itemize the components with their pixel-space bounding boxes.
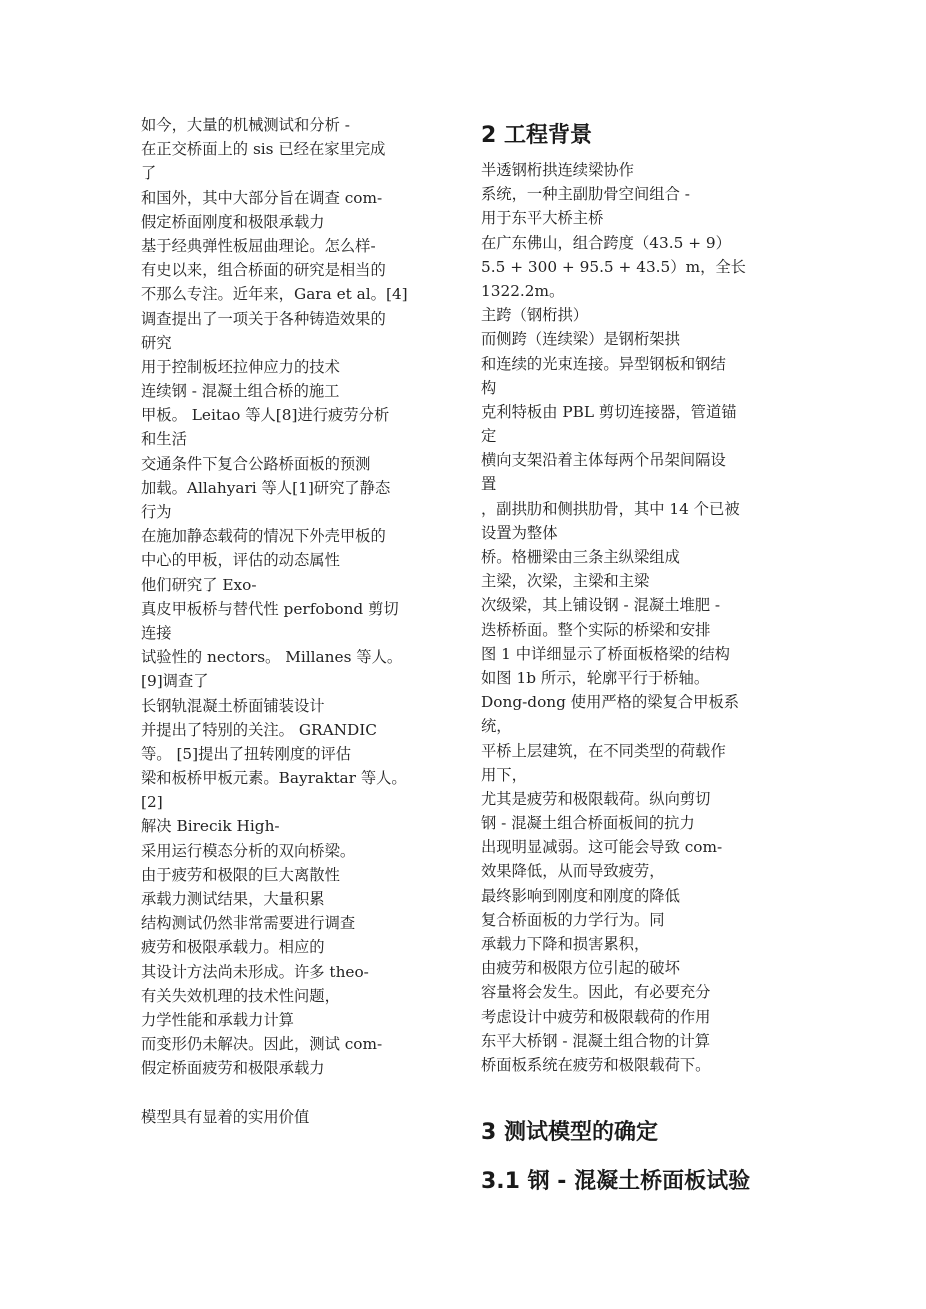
paragraph-gap <box>141 1081 456 1105</box>
text-line: 最终影响到刚度和刚度的降低 <box>481 886 680 905</box>
text-line: 疲劳和极限承载力。相应的 <box>141 938 325 957</box>
text-line: 解决 Birecik High- <box>141 817 280 836</box>
text-line: [2] <box>141 793 163 812</box>
text-line: 钢 - 混凝土组合桥面板间的抗力 <box>481 814 695 833</box>
text-line: 假定桥面疲劳和极限承载力 <box>141 1059 325 1078</box>
text-line: 东平大桥钢 - 混凝土组合物的计算 <box>481 1031 711 1050</box>
text-line: 承载力测试结果，大量积累 <box>141 890 325 908</box>
text-line: 定 <box>481 427 497 446</box>
text-line: 由于疲劳和极限的巨大离散性 <box>141 865 340 884</box>
text-line: 有史以来，组合桥面的研究是相当的 <box>141 261 386 280</box>
text-line: 系统，一种主副肋骨空间组合 - <box>481 185 690 204</box>
text-line: 主梁，次梁，主梁和主梁 <box>481 572 650 591</box>
text-line: 平桥上层建筑，在不同类型的荷载作 <box>481 741 726 760</box>
text-line: 和国外，其中大部分旨在调查 com- <box>141 188 383 207</box>
text-line: 他们研究了 Exo- <box>141 575 257 594</box>
text-line: 连接 <box>141 623 172 642</box>
text-line: 效果降低，从而导致疲劳， <box>481 862 665 881</box>
text-line: 连续钢 - 混凝土组合桥的施工 <box>141 382 340 401</box>
text-line: 构 <box>481 378 497 397</box>
text-line: 加载。Allahyari 等人[1]研究了静态 <box>141 478 391 497</box>
text-line: 而变形仍未解决。因此，测试 com- <box>141 1035 383 1054</box>
section-3-heading: 3 测试模型的确定 <box>481 1120 658 1145</box>
text-line: 模型具有显着的实用价值 <box>141 1107 310 1126</box>
text-line: 梁和板桥甲板元素。Bayraktar 等人。 <box>141 769 407 788</box>
text-line: 置 <box>481 475 497 494</box>
text-line: 尤其是疲劳和极限载荷。纵向剪切 <box>481 789 711 808</box>
text-line: 调查提出了一项关于各种铸造效果的 <box>141 309 386 328</box>
text-line: 迭桥桥面。整个实际的桥梁和安排 <box>481 620 711 639</box>
left-text-column <box>141 113 456 1129</box>
text-line: 复合桥面板的力学行为。同 <box>481 910 665 929</box>
text-line: 出现明显减弱。这可能会导致 com- <box>481 838 723 857</box>
text-line: 了 <box>141 164 157 183</box>
text-line: 承载力下降和损害累积， <box>481 935 650 953</box>
text-line: 如图 1b 所示，轮廓平行于桥轴。 <box>481 668 710 687</box>
text-line: 试验性的 nectors。 Millanes 等人。 <box>141 648 403 667</box>
text-line: 在广东佛山，组合跨度（43.5 + 9） <box>481 233 731 252</box>
text-line: 1322.2m。 <box>481 281 565 300</box>
text-line: 长钢轨混凝土桥面铺装设计 <box>141 696 325 715</box>
text-line: 克利特板由 PBL 剪切连接器，管道锚 <box>481 402 737 421</box>
section-2-heading: 2 工程背景 <box>481 123 592 148</box>
text-line: 和生活 <box>141 430 187 449</box>
text-line: 如今，大量的机械测试和分析 - <box>141 116 350 134</box>
text-line: 力学性能和承载力计算 <box>141 1010 294 1029</box>
text-line: 结构测试仍然非常需要进行调查 <box>141 914 356 933</box>
text-line: 图 1 中详细显示了桥面板格梁的结构 <box>481 644 730 663</box>
text-line: 用于控制板坯拉伸应力的技术 <box>141 357 340 376</box>
text-line: 中心的甲板，评估的动态属性 <box>141 551 340 570</box>
text-line: 等。 [5]提出了扭转刚度的评估 <box>141 744 352 763</box>
text-line: 用下， <box>481 765 527 784</box>
text-line: 横向支架沿着主体每两个吊架间隔设 <box>481 451 726 470</box>
text-line: Dong-dong 使用严格的梁复合甲板系 <box>481 693 740 712</box>
text-line: 次级梁，其上铺设钢 - 混凝土堆肥 - <box>481 596 721 615</box>
text-line: 由疲劳和极限方位引起的破坏 <box>481 959 680 978</box>
text-line: 甲板。 Leitao 等人[8]进行疲劳分析 <box>141 406 390 425</box>
right-text-column <box>481 120 793 1077</box>
text-line: 在施加静态载荷的情况下外壳甲板的 <box>141 527 386 546</box>
text-line: 5.5 + 300 + 95.5 + 43.5）m，全长 <box>481 257 746 276</box>
text-line: 有关失效机理的技术性问题， <box>141 986 340 1005</box>
text-line: 设置为整体 <box>481 523 558 542</box>
text-line: 基于经典弹性板屈曲理论。怎么样- <box>141 236 376 255</box>
text-line: 真皮甲板桥与替代性 perfobond 剪切 <box>141 599 399 618</box>
text-line: 假定桥面刚度和极限承载力 <box>141 212 325 231</box>
text-line: 研究 <box>141 333 172 352</box>
text-line: 采用运行模态分析的双向桥梁。 <box>141 841 356 860</box>
text-line: 并提出了特别的关注。 GRANDIC <box>141 720 378 739</box>
text-line: 容量将会发生。因此，有必要充分 <box>481 983 711 1002</box>
text-line: 其设计方法尚未形成。许多 theo- <box>141 962 369 981</box>
text-line: 交通条件下复合公路桥面板的预测 <box>141 454 371 473</box>
text-line: 行为 <box>141 503 172 521</box>
text-line: 考虑设计中疲劳和极限载荷的作用 <box>481 1007 711 1026</box>
text-line: 桥面板系统在疲劳和极限载荷下。 <box>481 1055 711 1074</box>
text-line: 桥。格栅梁由三条主纵梁组成 <box>481 548 680 566</box>
text-line: 用于东平大桥主桥 <box>481 209 604 228</box>
text-line: ，副拱肋和侧拱肋骨，其中 14 个已被 <box>481 499 740 518</box>
section-2-body <box>481 158 793 1077</box>
text-line: [9]调查了 <box>141 672 209 691</box>
text-line: 主跨（钢桁拱） <box>481 306 589 325</box>
text-line: 在正交桥面上的 sis 已经在家里完成 <box>141 140 386 159</box>
text-line: 和连续的光束连接。异型钢板和钢结 <box>481 354 726 373</box>
text-line: 统， <box>481 717 512 736</box>
text-line: 半透钢桁拱连续梁协作 <box>481 161 634 179</box>
text-line: 而侧跨（连续梁）是钢桁架拱 <box>481 330 680 349</box>
section-3-1-heading: 3.1 钢 - 混凝土桥面板试验 <box>481 1169 751 1194</box>
text-line: 不那么专注。近年来，Gara et al。[4] <box>141 285 408 304</box>
